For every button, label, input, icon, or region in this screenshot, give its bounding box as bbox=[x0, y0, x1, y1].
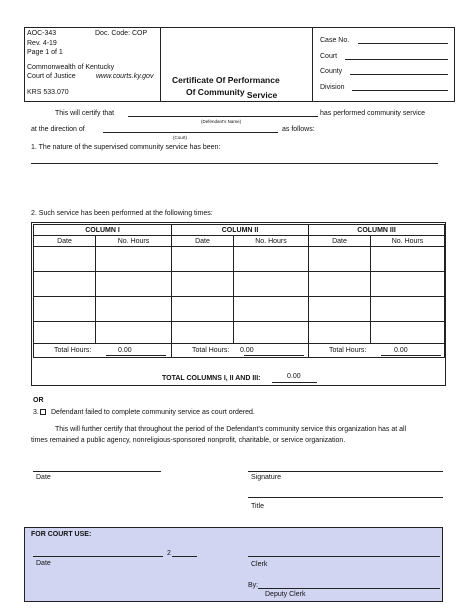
hours-cell[interactable] bbox=[96, 322, 172, 344]
hours-cell[interactable] bbox=[96, 247, 172, 272]
date-cell[interactable] bbox=[172, 247, 234, 272]
deputy-clerk-field[interactable] bbox=[258, 588, 440, 589]
date-cell[interactable] bbox=[34, 272, 96, 297]
defendant-name-field[interactable] bbox=[128, 116, 318, 117]
table-row bbox=[34, 272, 445, 297]
date-cell[interactable] bbox=[172, 322, 234, 344]
date-cell[interactable] bbox=[309, 322, 371, 344]
failed-checkbox[interactable] bbox=[40, 409, 46, 415]
case-no-field[interactable] bbox=[358, 43, 448, 44]
form-id: AOC-343 bbox=[27, 30, 57, 37]
division-label: Division bbox=[320, 84, 345, 91]
item1-text: 1. The nature of the supervised community service has been: bbox=[31, 144, 221, 151]
hours-header: No. Hours bbox=[371, 236, 445, 247]
date-cell[interactable] bbox=[34, 322, 96, 344]
division-field[interactable] bbox=[352, 90, 448, 91]
table-row bbox=[34, 297, 445, 322]
commonwealth-label: Commonwealth of Kentucky bbox=[27, 64, 115, 71]
header-divider-right bbox=[312, 27, 313, 102]
date-header: Date bbox=[34, 236, 96, 247]
column-3-header: COLUMN III bbox=[309, 225, 445, 236]
total-hours-label: Total Hours: bbox=[329, 347, 367, 354]
court-year-field[interactable] bbox=[172, 556, 197, 557]
further-certify-line1: This will further certify that throughout the period of the Defendant's community service this organization has at all bbox=[55, 426, 407, 433]
date-cell[interactable] bbox=[34, 297, 96, 322]
column-1-total[interactable]: 0.00 bbox=[118, 347, 132, 354]
court-date-field[interactable] bbox=[33, 556, 163, 557]
court-of-justice-label: Court of Justice bbox=[27, 73, 76, 80]
clerk-label: Clerk bbox=[251, 561, 268, 568]
hours-cell[interactable] bbox=[371, 322, 445, 344]
date-cell[interactable] bbox=[309, 297, 371, 322]
hours-header: No. Hours bbox=[96, 236, 172, 247]
date-cell[interactable] bbox=[172, 272, 234, 297]
case-no-label: Case No. bbox=[320, 37, 350, 44]
hours-cell[interactable] bbox=[234, 247, 309, 272]
date-cell[interactable] bbox=[309, 272, 371, 297]
total-hours-label: Total Hours: bbox=[54, 347, 92, 354]
hours-cell[interactable] bbox=[96, 297, 172, 322]
by-label: By: bbox=[248, 582, 259, 589]
court-caption: (Court) bbox=[173, 135, 188, 140]
defendant-name-caption: (Defendant's Name) bbox=[201, 119, 242, 124]
court-field[interactable] bbox=[345, 59, 448, 60]
title-label: Title bbox=[251, 503, 264, 510]
hours-cell[interactable] bbox=[234, 322, 309, 344]
total-hours-label: Total Hours: bbox=[192, 347, 230, 354]
total-line bbox=[381, 355, 441, 356]
column-3-total-cell bbox=[309, 344, 445, 358]
revision: Rev. 4-19 bbox=[27, 40, 57, 47]
item3-text: Defendant failed to complete community service as court ordered. bbox=[51, 409, 255, 416]
hours-cell[interactable] bbox=[371, 247, 445, 272]
form-title-line2: Of Community Service bbox=[186, 87, 278, 100]
signature-field[interactable] bbox=[248, 471, 443, 472]
column-2-header: COLUMN II bbox=[172, 225, 309, 236]
hours-header: No. Hours bbox=[234, 236, 309, 247]
direction-text: at the direction of bbox=[31, 126, 85, 133]
hours-cell[interactable] bbox=[234, 272, 309, 297]
title-field[interactable] bbox=[248, 497, 443, 498]
hours-cell[interactable] bbox=[371, 297, 445, 322]
date-cell[interactable] bbox=[309, 247, 371, 272]
column-2-total-cell bbox=[172, 344, 309, 358]
header-divider-left bbox=[160, 27, 161, 102]
form-title-line1: Certificate Of Performance bbox=[172, 75, 280, 85]
county-label: County bbox=[320, 68, 343, 75]
county-field[interactable] bbox=[350, 74, 448, 75]
total-line bbox=[106, 355, 166, 356]
hours-cell[interactable] bbox=[234, 297, 309, 322]
deputy-clerk-label: Deputy Clerk bbox=[265, 591, 306, 598]
date-label: Date bbox=[36, 474, 51, 481]
column-3-total[interactable]: 0.00 bbox=[394, 347, 408, 354]
as-follows-text: as follows: bbox=[282, 126, 315, 133]
grand-total-line bbox=[272, 382, 317, 383]
certify-text: This will certify that bbox=[55, 110, 115, 117]
court-label: Court bbox=[320, 53, 338, 60]
page-count: Page 1 of 1 bbox=[27, 49, 63, 56]
total-line bbox=[244, 355, 304, 356]
court-name-field[interactable] bbox=[103, 132, 278, 133]
column-1-total-cell bbox=[34, 344, 172, 358]
website-link[interactable]: www.courts.ky.gov bbox=[96, 73, 154, 80]
service-nature-field[interactable] bbox=[31, 163, 438, 164]
performed-text: has performed community service bbox=[320, 110, 426, 117]
further-certify-line2: times remained a public agency, nonreligious-sponsored nonprofit, charitable, or service organization. bbox=[31, 437, 346, 444]
or-label: OR bbox=[33, 397, 44, 404]
date-cell[interactable] bbox=[34, 247, 96, 272]
doc-code: Doc. Code: COP bbox=[95, 30, 148, 37]
clerk-field[interactable] bbox=[248, 556, 440, 557]
service-hours-table bbox=[33, 224, 445, 358]
signature-label: Signature bbox=[251, 474, 281, 481]
table-row bbox=[34, 322, 445, 344]
date-cell[interactable] bbox=[172, 297, 234, 322]
hours-cell[interactable] bbox=[96, 272, 172, 297]
hours-cell[interactable] bbox=[371, 272, 445, 297]
court-date-label: Date bbox=[36, 560, 51, 567]
date-field[interactable] bbox=[33, 471, 161, 472]
column-2-total[interactable]: 0.00 bbox=[240, 347, 254, 354]
item3-number: 3. bbox=[33, 409, 39, 416]
date-header: Date bbox=[309, 236, 371, 247]
grand-total-label: TOTAL COLUMNS I, II AND III: bbox=[162, 375, 261, 382]
krs-label: KRS 533.070 bbox=[27, 89, 69, 96]
year-prefix: 2 bbox=[167, 550, 171, 557]
court-use-heading: FOR COURT USE: bbox=[31, 531, 92, 538]
date-header: Date bbox=[172, 236, 234, 247]
column-1-header: COLUMN I bbox=[34, 225, 172, 236]
item2-text: 2. Such service has been performed at the following times: bbox=[31, 210, 213, 217]
table-row bbox=[34, 247, 445, 272]
grand-total-value[interactable]: 0.00 bbox=[287, 373, 301, 380]
